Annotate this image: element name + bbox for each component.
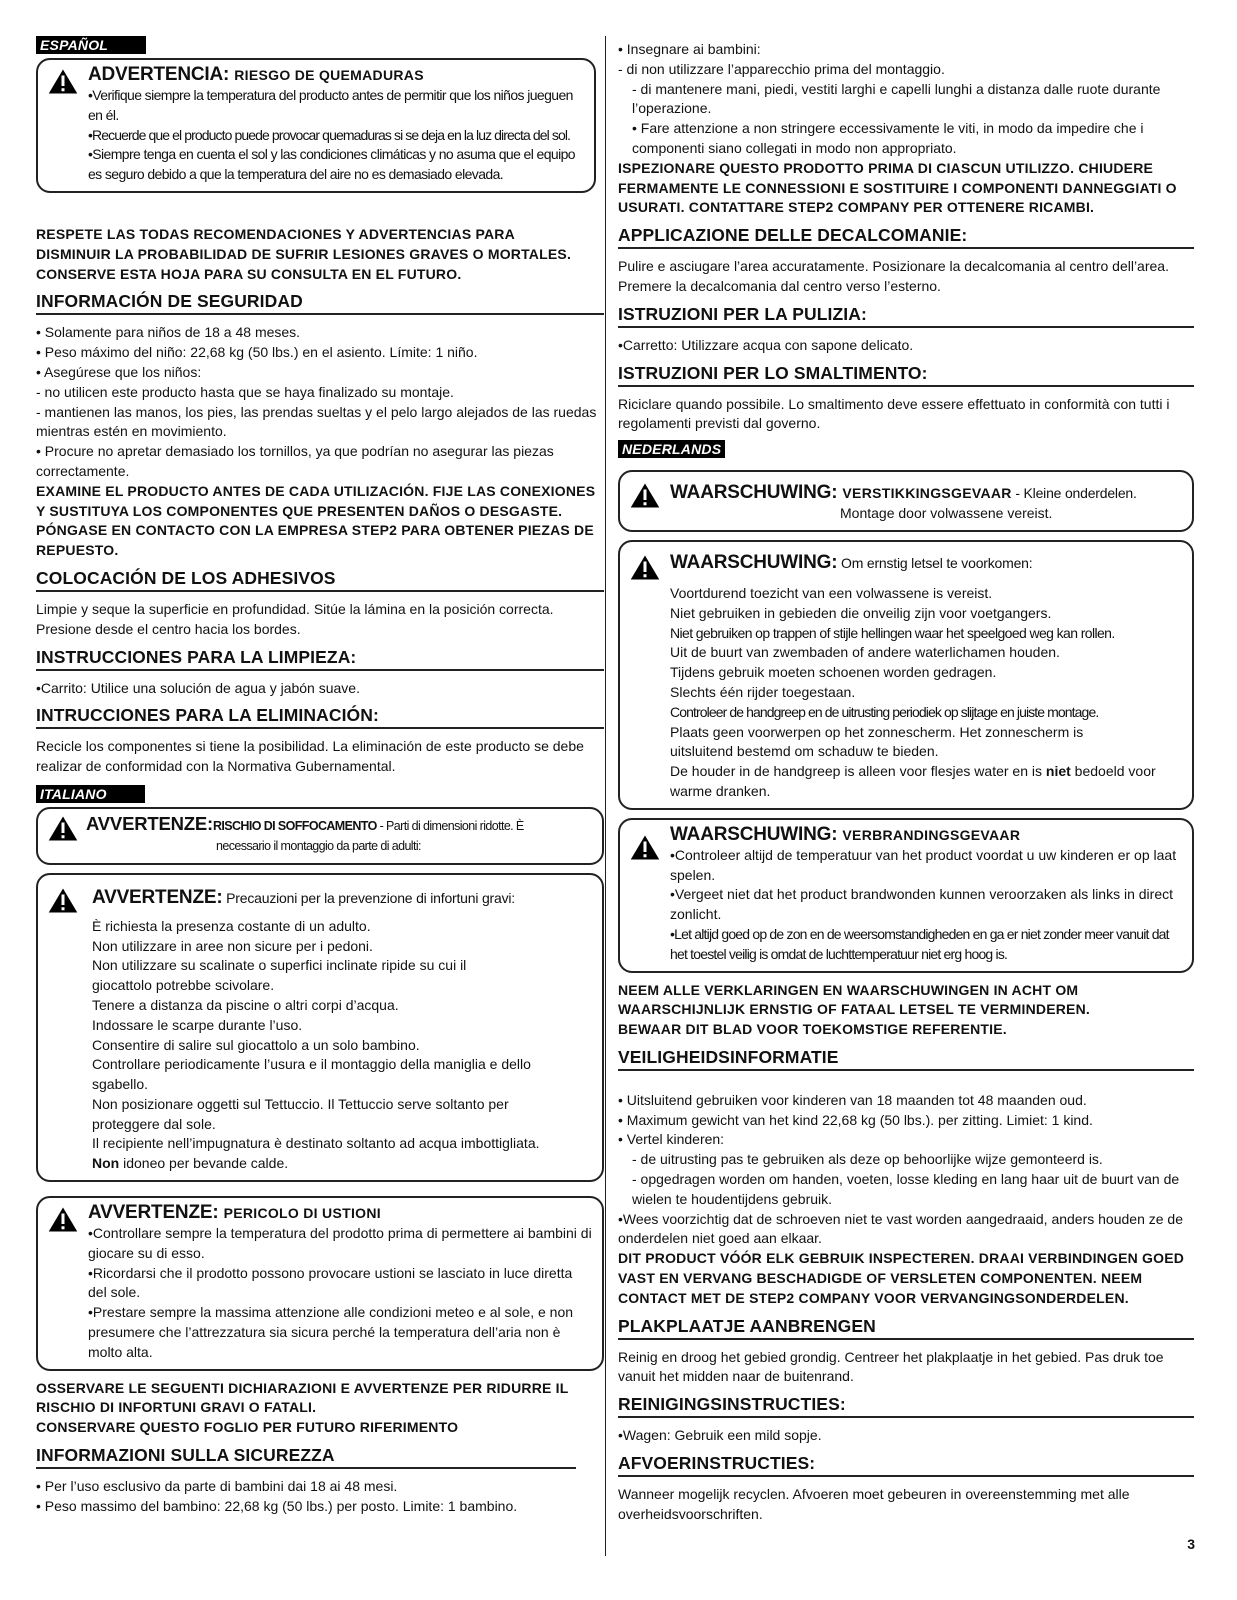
safety-line: • Asegúrese que los niños: <box>36 363 202 380</box>
safety-line: - mantienen las manos, los pies, las prendas sueltas y el pelo largo alejados de las ruedas mientras estén en movimiento. <box>36 403 597 440</box>
warning-line-post: bedoeld voor warme dranken. <box>670 763 1156 799</box>
injury-warning-box-nl <box>618 540 1194 810</box>
warning-line <box>670 762 1184 802</box>
section-heading: COLOCACIÓN DE LOS ADHESIVOS <box>36 567 604 592</box>
safety-line: • Uitsluitend gebruiken voor kinderen van 18 maanden tot 48 maanden oud. <box>618 1091 1087 1108</box>
warning-line: Non utilizzare in aree non sicure per i pedoni. <box>92 937 373 954</box>
warning-line: Tijdens gebruik moeten schoenen worden gedragen. <box>670 664 997 681</box>
section-heading: REINIGINGSINSTRUCTIES: <box>618 1393 1194 1418</box>
warning-subtitle: VERBRANDINGSGEVAAR <box>842 826 1021 843</box>
clean-text: •Carretto: Utilizzare acqua con sapone delicato. <box>618 336 914 353</box>
safety-line: • Peso máximo del niño: 22,68 kg (50 lbs.) en el asiento. Límite: 1 niño. <box>36 344 478 361</box>
column-divider <box>605 36 606 1556</box>
notice-line: CONSERVE ESTA HOJA PARA SU CONSULTA EN EL FUTURO. <box>36 265 462 282</box>
warning-line: Montage door volwassene vereist. <box>840 505 1053 522</box>
section-heading: INFORMAZIONI SULLA SICUREZZA <box>36 1444 576 1469</box>
notice-block-it <box>36 1379 604 1438</box>
warning-line: •Controllare sempre la temperatura del prodotto prima di permettere ai bambini di giocare su di esso. <box>88 1225 592 1261</box>
warning-triangle-icon <box>48 1206 78 1233</box>
warning-line: Niet gebruiken op trappen of stijle hellingen waar het speelgoed weg kan rollen. <box>670 624 1115 641</box>
warning-tail: Om ernstig letsel te voorkomen: <box>837 554 1033 571</box>
language-label-espanol: ESPAÑOL <box>36 36 146 54</box>
safety-line: - no utilicen este producto hasta que se haya finalizado su montaje. <box>36 383 454 400</box>
warning-line: Non utilizzare su scalinate o superfici inclinate ripide su cui il giocattolo potrebbe scivolare. <box>92 957 467 994</box>
warning-line-pre: De houder in de handgreep is alleen voor flesjes water en is <box>670 763 1046 780</box>
warning-line: Consentire di salire sul giocattolo a un solo bambino. <box>92 1036 420 1053</box>
warning-line: •Ricordarsi che il prodotto possono provocare ustioni se lasciato in luce diretta del sole. <box>88 1264 573 1301</box>
warning-line: necessario il montaggio da parte di adulti: <box>216 838 421 853</box>
safety-line: • Vertel kinderen: <box>618 1131 725 1148</box>
inspect-notice: EXAMINE EL PRODUCTO ANTES DE CADA UTILIZACIÓN. FIJE LAS CONEXIONES Y SUSTITUYA LOS COMPONENTES QUE PRESENTEN DAÑOS O DESGASTE. PÓNGASE EN CONTACTO CON LA EMPRESA STEP2 PARA OBTENER PIEZAS DE REPUESTO. <box>36 482 596 559</box>
notice-line: DISMINUIR LA PROBABILIDAD DE SUFRIR LESIONES GRAVES O MORTALES. <box>36 245 572 262</box>
disposal-text: Wanneer mogelijk recyclen. Afvoeren moet gebeuren in overeenstemming met alle overheidsvoorschriften. <box>618 1486 1130 1522</box>
warning-title: ADVERTENCIA: <box>88 64 230 85</box>
burn-warning-box-it <box>36 1196 604 1371</box>
warning-line: Controleer de handgreep en de uitrusting periodiek op slijtage en juiste montage. <box>670 703 1099 720</box>
safety-line: • Maximum gewicht van het kind 22,68 kg (50 lbs.). per zitting. Limiet: 1 kind. <box>618 1111 1093 1128</box>
safety-line: • Insegnare ai bambini: <box>618 41 761 57</box>
warning-subtitle: PERICOLO DI USTIONI <box>223 1205 381 1222</box>
notice-line: WAARSCHIJNLIJK ERNSTIG OF FATAAL LETSEL TE VERMINDEREN. <box>618 1001 1090 1018</box>
notice-block-nl <box>618 981 1194 1040</box>
warning-title: AVVERTENZE: <box>86 812 213 834</box>
section-heading: AFVOERINSTRUCTIES: <box>618 1452 1194 1477</box>
language-label-nederlands: NEDERLANDS <box>618 440 725 458</box>
safety-line: • Procure no apretar demasiado los tornillos, ya que podrían no asegurar las piezas correctamente. <box>36 443 554 479</box>
warning-triangle-icon <box>630 834 660 861</box>
burn-warning-box-es <box>36 58 596 193</box>
decal-text: Limpie y seque la superficie en profundidad. Sitúe la lámina en la posición correcta. Presione desde el centro hacia los bordes. <box>36 600 554 637</box>
decal-text: Pulire e asciugare l’area accuratamente. Posizionare la decalcomania al centro dell’area. Premere la decalcomania dal centro verso l’esterno. <box>618 258 1169 294</box>
inspect-notice: DIT PRODUCT VÓÓR ELK GEBRUIK INSPECTEREN. DRAAI VERBINDINGEN GOED VAST EN VERVANG BESCHADIGDE OF VERSLETEN COMPONENTEN. NEEM CONTACT MET DE STEP2 COMPANY VOOR VERVANGINGSONDERDELEN. <box>618 1250 1185 1306</box>
choke-warning-box-it <box>36 807 604 865</box>
notice-line: NEEM ALLE VERKLARINGEN EN WAARSCHUWINGEN IN ACHT OM <box>618 981 1079 998</box>
warning-triangle-icon <box>48 887 78 914</box>
emphasis-word: Non <box>92 1155 120 1172</box>
warning-title: AVVERTENZE: <box>92 886 223 908</box>
warning-line: Non posizionare oggetti sul Tettuccio. Il Tettuccio serve soltanto per proteggere dal sole. <box>92 1095 509 1132</box>
injury-warning-box-it <box>36 873 604 1182</box>
warning-line: •Recuerde que el producto puede provocar quemaduras si se deja en la luz directa del sol. <box>88 126 571 143</box>
warning-tail: - Kleine onderdelen. <box>1011 485 1137 502</box>
warning-title: WAARSCHUWING: <box>670 482 838 504</box>
decal-text: Reinig en droog het gebied grondig. Centreer het plakplaatje in het gebied. Pas druk toe vanuit het midden naar de buitenrand. <box>618 1348 1164 1385</box>
safety-line: • Fare attenzione a non stringere eccessivamente le viti, in modo da impedire che i componenti siano collegati in modo non appropriato. <box>632 120 1144 156</box>
warning-line: •Prestare sempre la massima attenzione alle condizioni meteo e al sole, e non presumere che l’attrezzatura sia sicura perché la temperatura dell’aria non è molto alta. <box>88 1304 574 1360</box>
notice-block-es <box>36 225 604 284</box>
safety-line: - di mantenere mani, piedi, vestiti larghi e capelli lunghi a distanza dalle ruote durante l’operazione. <box>632 80 1161 117</box>
safety-line: • Solamente para niños de 18 a 48 meses. <box>36 324 301 341</box>
warning-triangle-icon <box>630 554 660 581</box>
right-column <box>618 40 1194 1525</box>
disposal-text: Recicle los componentes si tiene la posibilidad. La eliminación de este producto se debe realizar de conformidad con la Normativa Gubernamental. <box>36 738 584 775</box>
section-heading: APPLICAZIONE DELLE DECALCOMANIE: <box>618 224 1194 249</box>
section-heading: INSTRUCCIONES PARA LA LIMPIEZA: <box>36 646 604 671</box>
notice-line: OSSERVARE LE SEGUENTI DICHIARAZIONI E AVVERTENZE PER RIDURRE IL <box>36 1379 569 1396</box>
section-heading: ISTRUZIONI PER LO SMALTIMENTO: <box>618 362 1194 387</box>
warning-line: Indossare le scarpe durante l’uso. <box>92 1016 303 1033</box>
warning-line: Plaats geen voorwerpen op het zonnescherm. Het zonnescherm is uitsluitend bestemd om schaduw te bieden. <box>670 723 1084 760</box>
warning-line: •Siempre tenga en cuenta el sol y las condiciones climáticas y no asuma que el equipo es seguro debido a que la temperatura del aire no es demasiado elevada. <box>88 146 575 183</box>
burn-warning-box-nl <box>618 818 1194 973</box>
warning-title: WAARSCHUWING: <box>670 551 838 573</box>
warning-subtitle: RISCHIO DI SOFFOCAMENTO <box>212 818 377 833</box>
warning-line: Slechts één rijder toegestaan. <box>670 683 856 700</box>
warning-subtitle: RIESGO DE QUEMADURAS <box>234 67 424 83</box>
section-heading: PLAKPLAATJE AANBRENGEN <box>618 1315 1194 1340</box>
warning-line: •Let altijd goed op de zon en de weersomstandigheden en ga er niet zonder meer vanuit dat het toestel veilig is omdat de luchttemperatuur niet erg hoog is. <box>670 925 1169 962</box>
emphasis-word: niet <box>1045 763 1071 780</box>
safety-line: • Per l’uso esclusivo da parte di bambini dai 18 ai 48 mesi. <box>36 1478 398 1495</box>
warning-line: Uit de buurt van zwembaden of andere waterlichamen houden. <box>670 644 1060 661</box>
choke-warning-box-nl <box>618 470 1194 532</box>
warning-title: AVVERTENZE: <box>88 1202 219 1224</box>
left-column <box>36 36 604 1517</box>
notice-line: BEWAAR DIT BLAD VOOR TOEKOMSTIGE REFERENTIE. <box>618 1021 1007 1038</box>
disposal-text: Riciclare quando possibile. Lo smaltimento deve essere effettuato in conformità con tutti i regolamenti previsti dal governo. <box>618 395 1170 432</box>
safety-line: • Peso massimo del bambino: 22,68 kg (50 lbs.) per posto. Limite: 1 bambino. <box>36 1497 518 1514</box>
warning-line: Tenere a distanza da piscine o altri corpi d’acqua. <box>92 996 399 1013</box>
section-heading: ISTRUZIONI PER LA PULIZIA: <box>618 303 1194 328</box>
language-label-italiano: ITALIANO <box>36 785 145 803</box>
safety-line: - opgedragen worden om handen, voeten, losse kleding en lang haar uit de buurt van de wielen te houdentijdens gebruik. <box>632 1171 1180 1207</box>
warning-line: Il recipiente nell’impugnatura è destinato soltanto ad acqua imbottigliata. <box>92 1135 540 1152</box>
section-heading: INTRUCCIONES PARA LA ELIMINACIÓN: <box>36 704 604 729</box>
section-heading: VEILIGHEIDSINFORMATIE <box>618 1046 1194 1071</box>
warning-tail: Precauzioni per la prevenzione di infortuni gravi: <box>222 889 515 906</box>
warning-triangle-icon <box>48 815 78 842</box>
notice-line: RESPETE LAS TODAS RECOMENDACIONES Y ADVERTENCIAS PARA <box>36 225 515 242</box>
warning-title: WAARSCHUWING: <box>670 823 838 845</box>
warning-line: •Vergeet niet dat het product brandwonden kunnen veroorzaken als links in direct zonlicht. <box>670 886 1173 923</box>
warning-line: •Verifique siempre la temperatura del producto antes de permitir que los niños jueguen en él. <box>88 87 573 123</box>
clean-text: •Wagen: Gebruik een mild sopje. <box>618 1427 822 1444</box>
safety-line: •Wees voorzichtig dat de schroeven niet te vast worden aangedraaid, anders houden ze de onderdelen niet goed aan elkaar. <box>618 1210 1184 1247</box>
notice-line: CONSERVARE QUESTO FOGLIO PER FUTURO RIFERIMENTO <box>36 1419 459 1436</box>
warning-line: •Controleer altijd de temperatuur van het product voordat u uw kinderen er op laat spelen. <box>670 846 1177 883</box>
section-heading: INFORMACIÓN DE SEGURIDAD <box>36 290 604 315</box>
warning-line-rest: idoneo per bevande calde. <box>119 1155 289 1172</box>
notice-line: RISCHIO DI INFORTUNI GRAVI O FATALI. <box>36 1399 317 1416</box>
warning-triangle-icon <box>630 482 660 509</box>
warning-subtitle: VERSTIKKINGSGEVAAR <box>842 485 1012 502</box>
warning-line: Controllare periodicamente l’usura e il montaggio della maniglia e dello sgabello. <box>92 1056 531 1093</box>
page-number: 3 <box>1187 1536 1195 1552</box>
clean-text: •Carrito: Utilice una solución de agua y jabón suave. <box>36 679 360 696</box>
warning-tail: - Parti di dimensioni ridotte. È <box>376 818 524 833</box>
safety-line: - de uitrusting pas te gebruiken als deze op behoorlijke wijze gemonteerd is. <box>632 1151 1103 1168</box>
warning-line: Voortdurend toezicht van een volwassene is vereist. <box>670 584 993 601</box>
warning-triangle-icon <box>48 68 78 95</box>
warning-line: È richiesta la presenza costante di un adulto. <box>92 917 371 934</box>
warning-line: Niet gebruiken in gebieden die onveilig zijn voor voetgangers. <box>670 604 1052 621</box>
warning-line <box>92 1154 594 1174</box>
safety-line: - di non utilizzare l’apparecchio prima del montaggio. <box>618 60 945 77</box>
inspect-notice: ISPEZIONARE QUESTO PRODOTTO PRIMA DI CIASCUN UTILIZZO. CHIUDERE FERMAMENTE LE CONNESSIONI E SOSTITUIRE I COMPONENTI DANNEGGIATI O USURATI. CONTATTARE STEP2 COMPANY PER OTTENERE RICAMBI. <box>618 159 1177 216</box>
